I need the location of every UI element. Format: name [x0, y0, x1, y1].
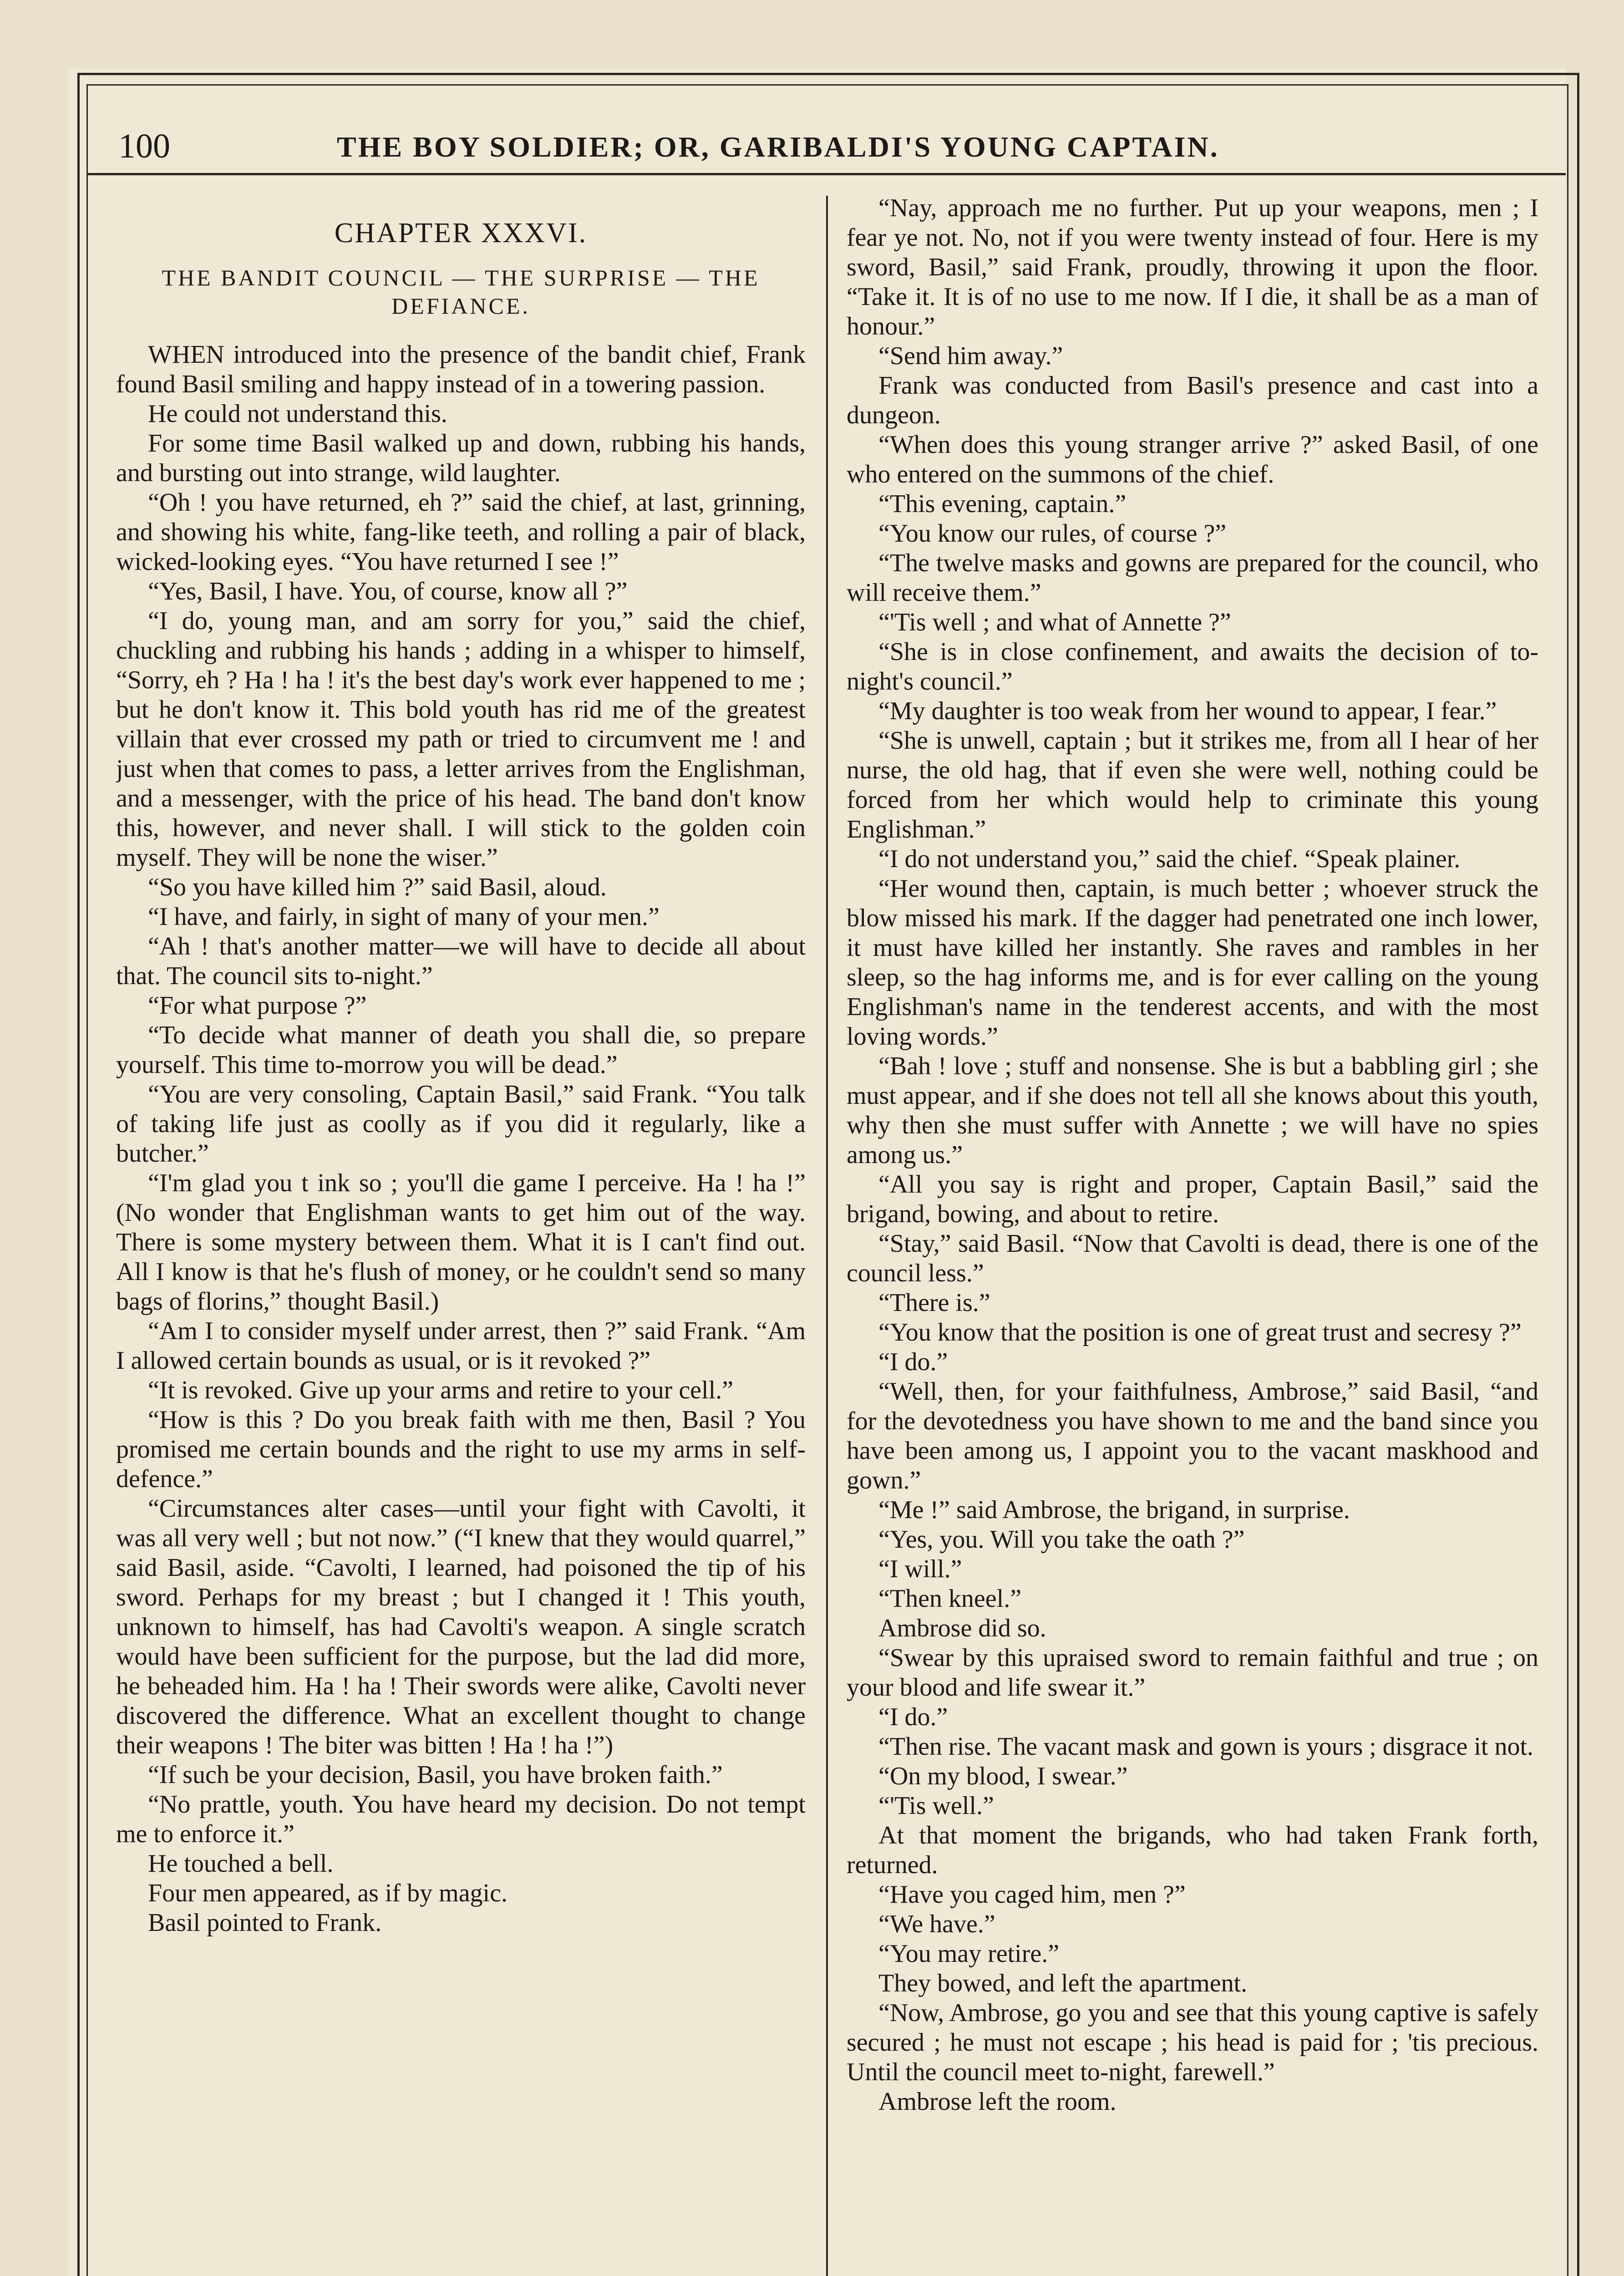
paragraph: “Now, Ambrose, go you and see that this young captive is safely secured ; he must not escape ; his head is paid for ; 'tis precious. Until the council meet to-night, farewell.”: [847, 1999, 1538, 2086]
paragraph: “Well, then, for your faithfulness, Ambrose,” said Basil, “and for the devotedness you have shown to me and the band since you have been among us, I appoint you to the vacant maskhood and gown.”: [847, 1377, 1538, 1494]
paragraph: “Have you caged him, men ?”: [878, 1880, 1186, 1909]
paragraph: “Swear by this upraised sword to remain faithful and true ; on your blood and life swear it.”: [847, 1644, 1538, 1702]
right-column-text: [847, 193, 1538, 2117]
paragraph: “I'm glad you t ink so ; you'll die game I perceive. Ha ! ha !” (No wonder that Englishman wants to get him out of the way. There is some mystery between them. What it is I can't find out. All I know is that he's flush of money, or he couldn't send so many bags of florins,” thought Basil.): [116, 1169, 806, 1316]
paragraph: “For what purpose ?”: [148, 991, 367, 1020]
paragraph: “If such be your decision, Basil, you have broken faith.”: [148, 1761, 723, 1789]
paragraph: “'Tis well.”: [878, 1792, 994, 1820]
chapter-subtitle: THE BANDIT COUNCIL — THE SURPRISE — THE DEFIANCE.: [162, 265, 760, 319]
paragraph: “When does this young stranger arrive ?” asked Basil, of one who entered on the summons of the chief.: [847, 431, 1538, 488]
paragraph: “All you say is right and proper, Captain Basil,” said the brigand, bowing, and about to retire.: [847, 1170, 1538, 1228]
column-divider: [826, 196, 828, 2276]
paragraph: “So you have killed him ?” said Basil, aloud.: [148, 873, 607, 901]
paragraph: “I do not understand you,” said the chief. “Speak plainer.: [878, 845, 1461, 873]
paragraph: WHEN introduced into the presence of the bandit chief, Frank found Basil smiling and happy instead of in a towering passion.: [116, 340, 806, 398]
paragraph: “Send him away.”: [878, 342, 1063, 370]
paragraph: Basil pointed to Frank.: [148, 1909, 382, 1937]
paragraph: “My daughter is too weak from her wound to appear, I fear.”: [878, 697, 1497, 725]
chapter-heading: CHAPTER XXXVI.: [334, 218, 588, 249]
paragraph: “I have, and fairly, in sight of many of your men.”: [148, 903, 660, 931]
paragraph: “You may retire.”: [878, 1940, 1060, 1968]
paragraph: “To decide what manner of death you shall die, so prepare yourself. This time to-morrow you will be dead.”: [116, 1021, 806, 1079]
paragraph: They bowed, and left the apartment.: [878, 1969, 1248, 1997]
paragraph: “I do.”: [878, 1348, 948, 1376]
paragraph: “You know our rules, of course ?”: [878, 519, 1227, 548]
paragraph: “Oh ! you have returned, eh ?” said the chief, at last, grinning, and showing his white, fang-like teeth, and rolling a pair of black, wicked-looking eyes. “You have returned I see !”: [116, 488, 806, 576]
paragraph: “How is this ? Do you break faith with me then, Basil ? You promised me certain bounds and the right to use my arms in self-defence.”: [116, 1406, 806, 1493]
right-column: [847, 193, 1538, 2276]
paragraph: “It is revoked. Give up your arms and retire to your cell.”: [148, 1376, 734, 1404]
paragraph: “Then rise. The vacant mask and gown is yours ; disgrace it not.: [878, 1732, 1534, 1761]
paragraph: “The twelve masks and gowns are prepared for the council, who will receive them.”: [847, 549, 1538, 607]
paragraph: “Yes, Basil, I have. You, of course, know all ?”: [148, 577, 628, 605]
paragraph: “I will.”: [878, 1555, 962, 1583]
paragraph: “Me !” said Ambrose, the brigand, in surprise.: [878, 1496, 1350, 1524]
page-number: 100: [118, 127, 170, 165]
paragraph: “Stay,” said Basil. “Now that Cavolti is dead, there is one of the council less.”: [847, 1229, 1538, 1287]
paragraph: “Ah ! that's another matter—we will have to decide all about that. The council sits to-night.”: [116, 932, 806, 990]
paragraph: “Nay, approach me no further. Put up your weapons, men ; I fear ye not. No, not if you were twenty instead of four. Here is my sword, Basil,” said Frank, proudly, throwing it upon the floor. “Take it. It is of no use to me now. If I die, it shall be as a man of honour.”: [847, 194, 1538, 340]
paragraph: “'Tis well ; and what of Annette ?”: [878, 608, 1231, 636]
left-column-text: [116, 340, 806, 1938]
paragraph: He could not understand this.: [148, 400, 447, 428]
paragraph: “She is unwell, captain ; but it strikes me, from all I hear of her nurse, the old hag, that if even she were well, nothing could be forced from her which would help to criminate this young Englishman.”: [847, 726, 1538, 843]
running-header: [86, 118, 1566, 175]
paragraph: “Yes, you. Will you take the oath ?”: [878, 1525, 1245, 1554]
paragraph: “This evening, captain.”: [878, 490, 1127, 518]
paragraph: “Circumstances alter cases—until your fight with Cavolti, it was all very well ; but not now.” (“I knew that they would quarrel,” said Basil, aside. “Cavolti, I learned, had poisoned the tip of his sword. Perhaps for my breast ; but I changed it ! This youth, unknown to himself, has had Cavolti's weapon. A single scratch would have been sufficient for the purpose, but the lad did more, he beheaded him. Ha ! ha ! Their swords were alike, Cavolti never discovered the difference. What an excellent thought to change their weapons ! The biter was bitten ! Ha ! ha !”): [116, 1494, 806, 1759]
paragraph: “No prattle, youth. You have heard my decision. Do not tempt me to enforce it.”: [116, 1790, 806, 1848]
paragraph: “Then kneel.”: [878, 1585, 1022, 1613]
paragraph: “Bah ! love ; stuff and nonsense. She is but a babbling girl ; she must appear, and if she does not tell all she knows about this youth, why then she must suffer with Annette ; we will have no spies among us.”: [847, 1052, 1538, 1169]
paragraph: He touched a bell.: [148, 1849, 334, 1878]
paragraph: “There is.”: [878, 1289, 990, 1317]
paragraph: “We have.”: [878, 1910, 995, 1938]
left-column: [116, 191, 806, 2276]
paragraph: For some time Basil walked up and down, rubbing his hands, and bursting out into strange, wild laughter.: [116, 429, 806, 487]
paragraph: “She is in close confinement, and awaits the decision of to-night's council.”: [847, 638, 1538, 696]
paragraph: Ambrose did so.: [878, 1614, 1046, 1642]
paragraph: “You know that the position is one of great trust and secresy ?”: [878, 1318, 1522, 1346]
paragraph: Ambrose left the room.: [878, 2088, 1116, 2116]
paragraph: At that moment the brigands, who had taken Frank forth, returned.: [847, 1821, 1538, 1879]
paragraph: “Her wound then, captain, is much better ; whoever struck the blow missed his mark. If the dagger had penetrated one inch lower, it must have killed her instantly. She raves and rambles in her sleep, so the hag informs me, and is for ever calling on the young Englishman's name in the tenderest accents, and with the most loving words.”: [847, 874, 1538, 1051]
running-title: THE BOY SOLDIER; OR, GARIBALDI'S YOUNG CAPTAIN.: [337, 131, 1219, 163]
paragraph: “You are very consoling, Captain Basil,” said Frank. “You talk of taking life just as coolly as if you did it regularly, like a butcher.”: [116, 1080, 806, 1168]
paragraph: “Am I to consider myself under arrest, then ?” said Frank. “Am I allowed certain bounds as usual, or is it revoked ?”: [116, 1317, 806, 1375]
paragraph: “I do.”: [878, 1703, 948, 1731]
paragraph: “I do, young man, and am sorry for you,” said the chief, chuckling and rubbing his hands ; adding in a whisper to himself, “Sorry, eh ? Ha ! ha ! it's the best day's work ever happened to me ; but he don't know it. This bold youth has rid me of the greatest villain that ever crossed my path or tried to circumvent me ! and just when that comes to pass, a letter arrives from the Englishman, and a messenger, with the price of his head. The band don't know this, however, and never shall. I will stick to the golden coin myself. They will be none the wiser.”: [116, 607, 806, 872]
paragraph: “On my blood, I swear.”: [878, 1762, 1128, 1790]
paragraph: Frank was conducted from Basil's presence and cast into a dungeon.: [847, 371, 1538, 429]
paragraph: Four men appeared, as if by magic.: [148, 1879, 508, 1907]
